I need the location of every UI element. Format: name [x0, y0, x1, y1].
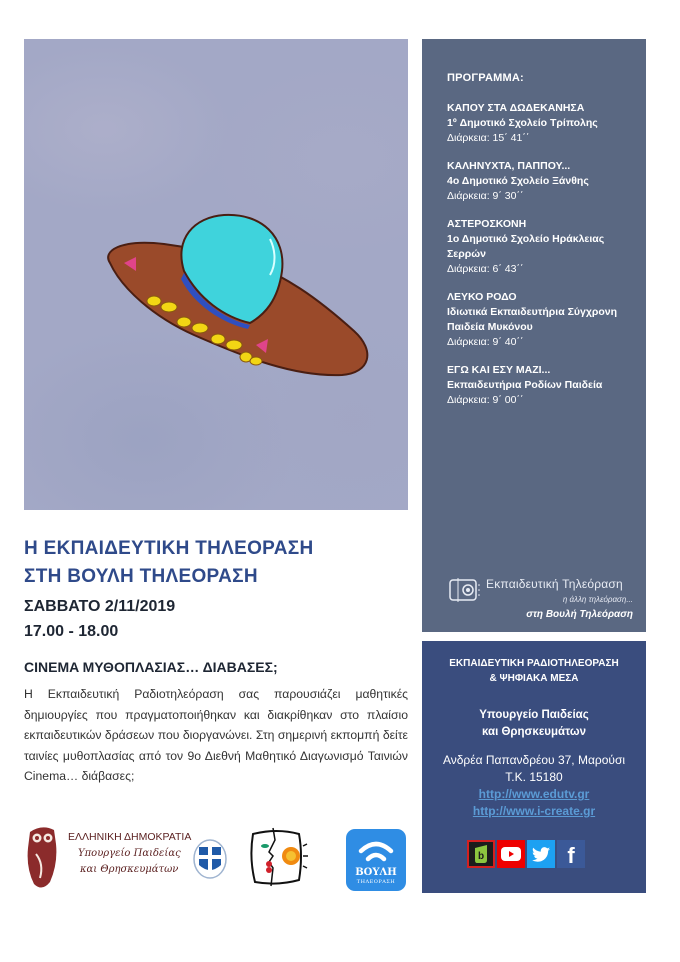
page-title [24, 535, 313, 591]
program-item-title: ΚΑΛΗΝΥΧΤΑ, ΠΑΠΠΟΥ... [447, 160, 571, 172]
youtube-button[interactable] [497, 840, 525, 868]
edutv-link[interactable]: http://www.edutv.gr [478, 787, 590, 801]
ministry-line-1: Υπουργείο Παιδείας [479, 709, 589, 721]
svg-text:b: b [478, 851, 485, 862]
program-item [447, 217, 642, 277]
vouli-sublabel: ΤΗΛΕΟΡΑΣΗ [356, 879, 396, 885]
program-item-school: 4ο Δημοτικό Σχολείο Ξάνθης [447, 175, 589, 187]
social-links [467, 840, 585, 868]
program-item-duration: Διάρκεια: 9΄ 30΄΄ [447, 190, 524, 202]
address-block [422, 752, 646, 820]
vouli-label: ΒΟΥΛΗ [355, 867, 397, 878]
facebook-button[interactable] [557, 840, 585, 868]
vouli-tv-logo [346, 829, 406, 891]
icreate-link[interactable]: http://www.i-create.gr [472, 804, 596, 818]
edutv-logo-icon [247, 826, 311, 892]
brand-name: Εκπαιδευτική Τηλεόραση [486, 577, 623, 591]
program-title: ΠΡΟΓΡΑΜΜΑ: [447, 72, 524, 84]
program-item-title: ΑΣΤΕΡΟΣΚΟΝΗ [447, 218, 527, 230]
show-subheading: CINEMA ΜΥΘΟΠΛΑΣΙΑΣ… ΔΙΑΒΑΣΕΣ; [24, 659, 278, 675]
program-list [447, 101, 642, 421]
program-item [447, 290, 642, 350]
broadcast-signal-icon [358, 837, 394, 865]
program-item-school: 1ο Δημοτικό Σχολείο Ηράκλειας Σερρών [447, 233, 605, 260]
ministry-line-2: και Θρησκευμάτων [481, 726, 587, 738]
youtube-icon [501, 847, 521, 861]
program-item-title: ΕΓΩ ΚΑΙ ΕΣΥ ΜΑΖΙ... [447, 364, 551, 376]
organization-name [422, 656, 646, 686]
republic-label: ΕΛΛΗΝΙΚΗ ΔΗΜΟΚΡΑΤΙΑ [68, 831, 192, 843]
program-item [447, 159, 642, 204]
coat-of-arms-icon [193, 839, 227, 879]
program-item [447, 101, 642, 146]
postcode: Τ.Κ. 15180 [505, 770, 563, 784]
brand-tagline: η άλλη τηλεόραση... [562, 595, 633, 604]
blogger-icon [472, 844, 490, 864]
twitter-button[interactable] [527, 840, 555, 868]
hero-image [24, 39, 408, 510]
program-item-duration: Διάρκεια: 9΄ 00΄΄ [447, 394, 524, 406]
org-line-2: & ΨΗΦΙΑΚΑ ΜΕΣΑ [489, 673, 579, 684]
contact-panel [422, 641, 646, 893]
edutv-tv-icon [448, 576, 482, 604]
owl-logo-icon [24, 824, 60, 892]
show-description: Η Εκπαιδευτική Ραδιοτηλεόραση σας παρουσιάζει μαθητικές δημιουργίες που πραγματοποιήθηκαν και διακρίθηκαν στο πλαίσιο εκπαιδευτικών δράσεων που διοργανώνει. Στη σημερινή εκπομπή δείτε ταινίες μυθοπλασίας από τον 9ο Διεθνή Μαθητικό Διαγωνισμό Ταινιών Cinema… διάβασες; [24, 687, 408, 783]
program-item-title: ΛΕΥΚΟ ΡΟΔΟ [447, 291, 517, 303]
headline-line-2: ΣΤΗ ΒΟΥΛΗ ΤΗΛΕΟΡΑΣΗ [24, 566, 258, 587]
headline-line-1: Η ΕΚΠΑΙΔΕΥΤΙΚΗ ΤΗΛΕΟΡΑΣΗ [24, 538, 314, 559]
address: Ανδρέα Παπανδρέου 37, Μαρούσι [442, 753, 626, 767]
ufo-illustration [24, 39, 408, 510]
facebook-icon: f [567, 843, 575, 868]
blogger-button[interactable] [467, 840, 495, 868]
footer-logos [24, 820, 409, 895]
twitter-icon [532, 847, 550, 862]
program-item-duration: Διάρκεια: 9΄ 40΄΄ [447, 336, 524, 348]
broadcast-schedule [24, 594, 175, 644]
program-item-duration: Διάρκεια: 6΄ 43΄΄ [447, 263, 524, 275]
org-line-1: ΕΚΠΑΙΔΕΥΤΙΚΗ ΡΑΔΙΟΤΗΛΕΟΡΑΣΗ [449, 658, 619, 669]
program-item-school: Εκπαιδευτήρια Ροδίων Παιδεία [447, 379, 603, 391]
ministry-name [422, 707, 646, 741]
program-item-school: 1º Δημοτικό Σχολείο Τρίπολης [447, 117, 598, 129]
program-item-title: ΚΑΠΟΥ ΣΤΑ ΔΩΔΕΚΑΝΗΣΑ [447, 102, 585, 114]
program-item-duration: Διάρκεια: 15΄ 41΄΄ [447, 132, 530, 144]
program-item [447, 363, 642, 408]
program-panel [422, 39, 646, 632]
edutv-brand [448, 572, 633, 632]
ministry-logo-line-2: και Θρησκευμάτων [80, 864, 179, 875]
program-item-school: Ιδιωτικά Εκπαιδευτήρια Σύγχρονη Παιδεία Μυκόνου [447, 306, 618, 333]
brand-sub: στη Βουλή Τηλεόραση [526, 609, 633, 620]
broadcast-date: ΣΑΒΒΑΤΟ 2/11/2019 [24, 598, 176, 615]
ministry-logo-line-1: Υπουργείο Παιδείας [78, 848, 181, 859]
broadcast-time: 17.00 - 18.00 [24, 623, 119, 640]
